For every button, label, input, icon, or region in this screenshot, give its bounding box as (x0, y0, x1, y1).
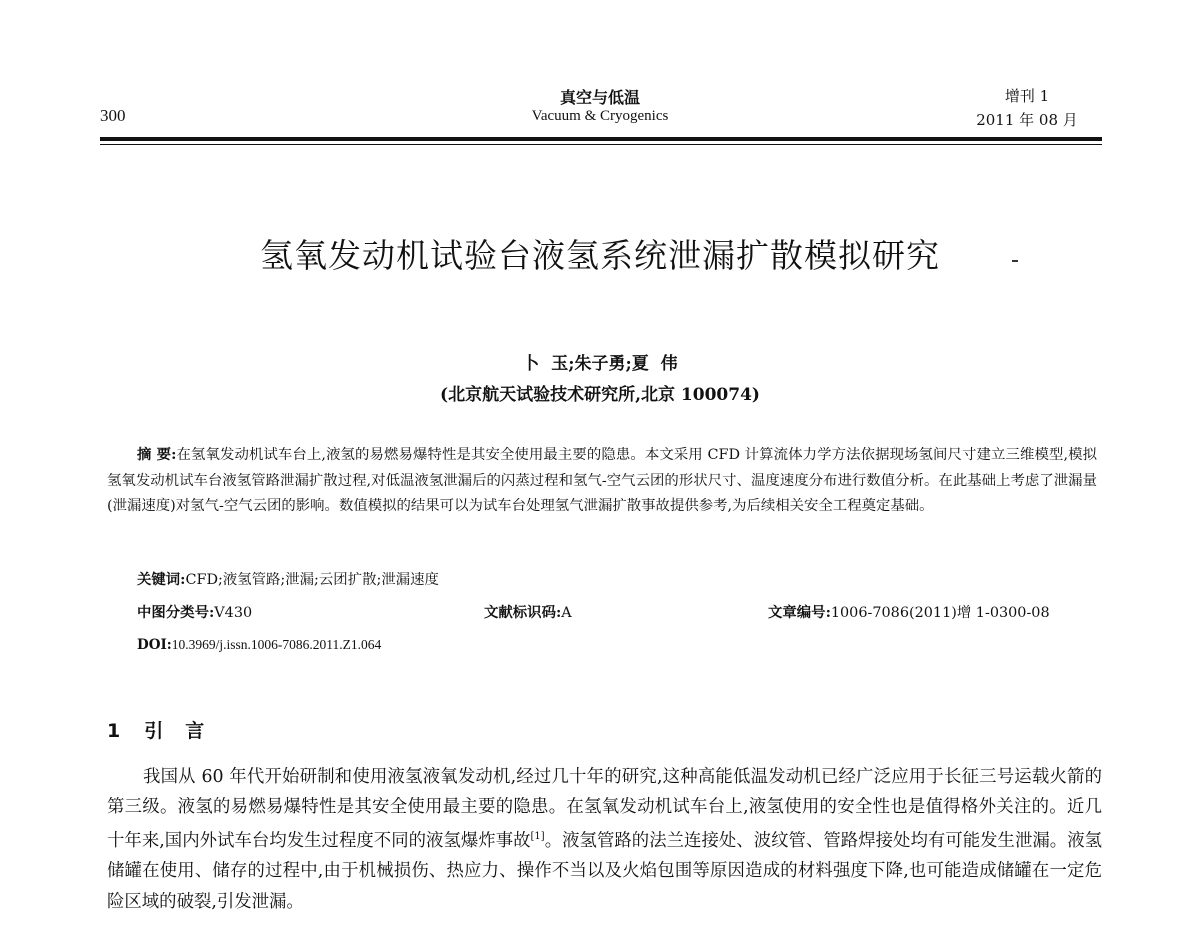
affiliation: (北京航天试验技术研究所,北京 100074) (440, 385, 760, 405)
issue-date: 2011 年 08 月 (976, 111, 1078, 129)
article-number-label: 文章编号: (768, 604, 831, 621)
article-number (768, 601, 1050, 622)
section-title: 引言 (144, 720, 227, 742)
classification-number (137, 601, 252, 622)
keywords (137, 568, 439, 589)
classification-value: V430 (214, 605, 253, 621)
body-text-part-a: 我国从 60 年代开始研制和使用液氢液氧发动机,经过几十年的研究,这种高能低温发动机已经广泛应用于长征三号运载火箭的第三级。液氢的易燃易爆特性是其安全使用最主要的隐患。在氢氧发动机试车台上,液氢使用的安全性也是值得格外关注的。近几十年来,国内外试车台均发生过程度不同的液氢爆炸事故 (107, 767, 1102, 852)
authors: 卜 玉;朱子勇;夏 伟 (522, 354, 678, 374)
document-code (484, 601, 572, 622)
article-title: 氢氧发动机试验台液氢系统泄漏扩散模拟研究 (260, 236, 940, 275)
body-paragraph (107, 762, 1102, 917)
citation-ref: [1] (530, 831, 545, 843)
journal-title-cn: 真空与低温 (559, 88, 640, 107)
section-number: 1 (107, 720, 121, 742)
header-rule-thin (100, 144, 1102, 145)
body-text-part-b: 。液氢管路的法兰连接处、波纹管、管路焊接处均有可能发生泄漏。液氢储罐在使用、储存的过程中,由于机械损伤、热应力、操作不当以及火焰包围等原因造成的材料强度下降,也可能造成储罐在一定危险区域的破裂,引发泄漏。 (107, 831, 1102, 912)
abstract-label: 摘 要: (137, 446, 177, 463)
document-code-label: 文献标识码: (484, 604, 562, 621)
keywords-label: 关键词: (137, 571, 186, 588)
document-code-value: A (561, 605, 572, 621)
title-stray-mark (1012, 260, 1018, 262)
classification-label: 中图分类号: (137, 604, 215, 621)
page-number: 300 (100, 106, 126, 125)
header-rule-thick (100, 137, 1102, 141)
keywords-value: CFD;液氢管路;泄漏;云团扩散;泄漏速度 (185, 572, 439, 588)
abstract (107, 442, 1097, 520)
doi (137, 637, 381, 653)
issue-label: 增刊 1 (1004, 87, 1050, 105)
doi-label: DOI: (137, 637, 172, 653)
article-number-value: 1006-7086(2011)增 1-0300-08 (830, 605, 1050, 621)
journal-title-en: Vacuum & Cryogenics (531, 108, 669, 124)
section-heading (107, 716, 226, 743)
doi-value: 10.3969/j.issn.1006-7086.2011.Z1.064 (171, 637, 382, 652)
abstract-text: 在氢氧发动机试车台上,液氢的易燃易爆特性是其安全使用最主要的隐患。本文采用 CFD 计算流体力学方法依据现场氢间尺寸建立三维模型,模拟氢氧发动机试车台液氢管路泄漏扩散过程,对低温液氢泄漏后的闪蒸过程和氢气-空气云团的形状尺寸、温度速度分布进行数值分析。在此基础上考虑了泄漏量(泄漏速度)对氢气-空气云团的影响。数值模拟的结果可以为试车台处理氢气泄漏扩散事故提供参考,为后续相关安全工程奠定基础。 (107, 447, 1097, 514)
